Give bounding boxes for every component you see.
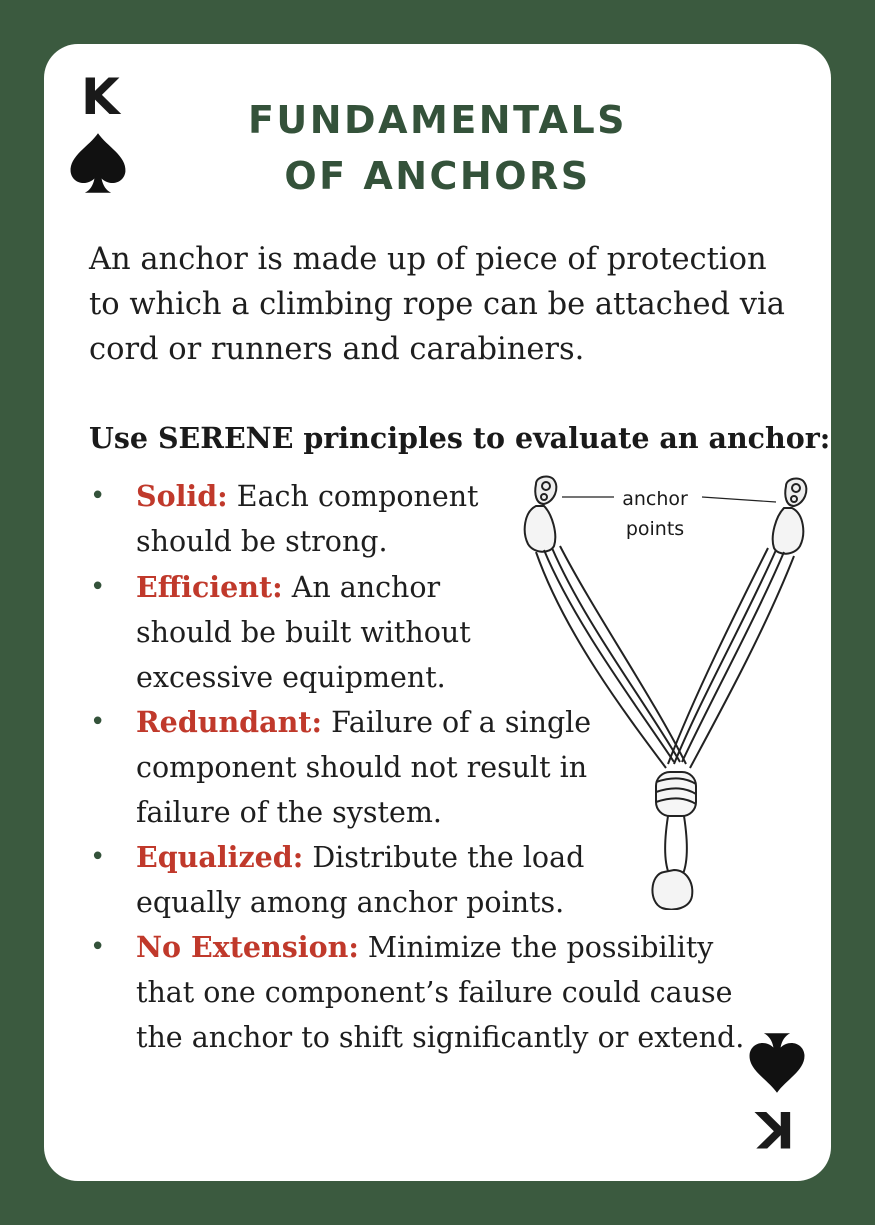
title-line-1: FUNDAMENTALS [247,98,628,142]
spade-icon [68,132,128,194]
principle-text: Distribute the load equally among anchor points. [136,841,585,919]
spade-icon [747,1032,807,1094]
principle-term: Solid: [136,479,228,513]
carabiner-icon [525,506,556,552]
anchor-points-label: anchor points [622,488,688,540]
list-item [90,565,476,700]
list-item [90,474,496,564]
list-item [90,925,776,1060]
bullet-icon: • [90,572,106,602]
master-carabiner-icon [652,870,692,910]
bullet-icon: • [90,481,106,511]
bolt-hanger-icon [535,477,556,504]
principle-text: Each component should be strong. [136,480,479,558]
intro-paragraph: An anchor is made up of piece of protection to which a climbing rope can be attached via cord or runners and carabiners. [89,242,785,367]
carabiner-icon [773,508,804,554]
principle-text: Failure of a single component should not result in failure of the system. [136,706,592,829]
title-line-2: OF ANCHORS [284,154,591,198]
principle-term: Efficient: [136,570,283,604]
playing-card [44,44,831,1181]
rank-bottom-right: K [756,1100,795,1158]
rank-top-left: K [81,68,120,126]
principle-term: No Extension: [136,930,359,964]
card-title [164,92,711,204]
knot-icon [656,772,696,816]
principles-heading: Use SERENE principles to evaluate an anchor: [89,421,831,455]
principle-text: An anchor should be built without excessive equipment. [136,571,471,694]
bolt-hanger-icon [785,479,806,506]
principle-term: Equalized: [136,840,304,874]
principle-term: Redundant: [136,705,322,739]
bullet-icon: • [90,707,106,737]
bullet-icon: • [90,932,106,962]
bullet-icon: • [90,842,106,872]
principle-text: Minimize the possibility that one component’s failure could cause the anchor to shift significantly or extend. [136,931,745,1054]
